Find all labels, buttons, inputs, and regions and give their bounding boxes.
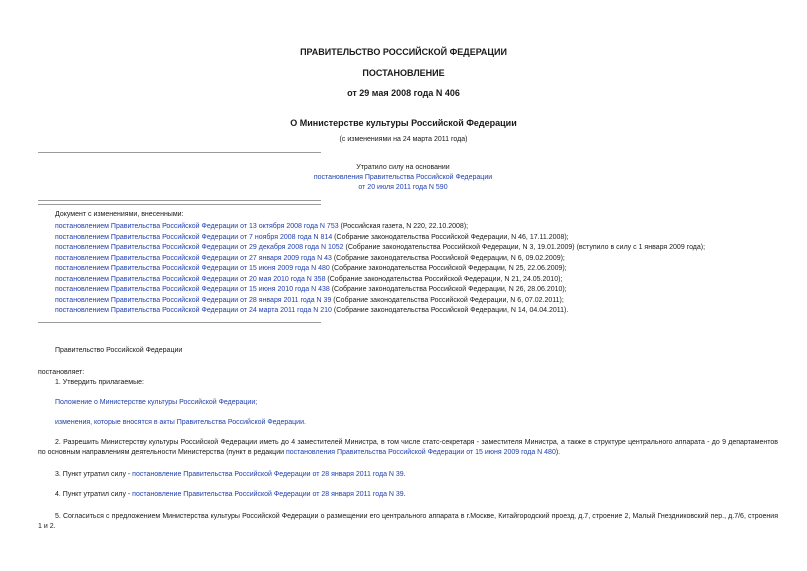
paragraph-3-text: 3. Пункт утратил силу - (55, 471, 133, 478)
change-source: (Российская газета, N 220, 22.10.2008); (338, 223, 469, 230)
change-source: (Собрание законодательства Российской Федерации, N 26, 28.06.2010); (329, 286, 567, 293)
change-source: (Собрание законодательства Российской Федерации, N 46, 17.11.2008); (332, 234, 569, 241)
document-date-number: от 29 мая 2008 года N 406 (347, 88, 460, 98)
paragraph-4 (55, 490, 406, 499)
change-item (55, 306, 568, 315)
change-link[interactable]: постановлением Правительства Российской Федерации от 28 января 2011 года N 39 (55, 297, 332, 304)
decides-line: постановляет: (38, 369, 85, 376)
change-source: (Собрание законодательства Российской Федерации, N 25, 22.06.2009); (329, 265, 567, 272)
change-item (55, 233, 569, 242)
expired-link-line1[interactable]: постановления Правительства Российской Федерации (313, 174, 493, 181)
document-title: О Министерстве культуры Российской Федерации (290, 118, 517, 128)
change-item (55, 243, 705, 252)
change-link[interactable]: постановлением Правительства Российской Федерации от 7 ноября 2008 года N 814 (55, 234, 333, 241)
change-item (55, 254, 565, 263)
paragraph-2 (38, 438, 778, 458)
change-link[interactable]: постановлением Правительства Российской Федерации от 29 декабря 2008 года N 1052 (55, 244, 344, 251)
change-source: (Собрание законодательства Российской Федерации, N 21, 24.05.2010); (325, 276, 563, 283)
amendments-link[interactable]: изменения, которые вносятся в акты Правительства Российской Федерации. (55, 419, 306, 426)
change-item (55, 264, 567, 273)
divider (38, 204, 321, 205)
divider (38, 200, 321, 201)
paragraph-4-link[interactable]: постановление Правительства Российской Федерации от 28 января 2011 года N 39 (132, 491, 404, 498)
paragraph-4-text: 4. Пункт утратил силу - (55, 491, 133, 498)
amended-note: (с изменениями на 24 марта 2011 года) (339, 136, 468, 143)
change-link[interactable]: постановлением Правительства Российской Федерации от 13 октября 2008 года N 753 (55, 223, 339, 230)
change-link[interactable]: постановлением Правительства Российской Федерации от 20 мая 2010 года N 358 (55, 276, 326, 283)
change-link[interactable]: постановлением Правительства Российской Федерации от 24 марта 2011 года N 210 (55, 307, 332, 314)
divider (38, 152, 321, 153)
expired-note: Утратило силу на основании (356, 164, 450, 171)
paragraph-1: 1. Утвердить прилагаемые: (55, 379, 144, 386)
change-source: (Собрание законодательства Российской Федерации, N 3, 19.01.2009) (вступило в силу с 1 января 2009 года); (343, 244, 706, 251)
paragraph-2-tail: ). (555, 449, 561, 456)
paragraph-2-link[interactable]: постановления Правительства Российской Федерации от 15 июня 2009 года N 480 (285, 449, 556, 456)
change-item (55, 296, 564, 305)
paragraph-3-tail: . (403, 471, 406, 478)
change-item (55, 285, 567, 294)
government-line: Правительство Российской Федерации (55, 347, 183, 354)
document-type-heading: ПОСТАНОВЛЕНИЕ (362, 68, 445, 78)
paragraph-5: 5. Согласиться с предложением Министерства культуры Российской Федерации о размещении его центрального аппарата в г.Москве, Китайгородский проезд, д.7, строение 2, Малый Гнездниковский пер., д.7/6, строения 1 и 2. (38, 513, 778, 530)
regulation-link[interactable]: Положение о Министерстве культуры Российской Федерации; (55, 399, 258, 406)
change-link[interactable]: постановлением Правительства Российской Федерации от 15 июня 2009 года N 480 (55, 265, 330, 272)
change-item (55, 275, 562, 284)
changes-intro: Документ с изменениями, внесенными: (55, 211, 184, 218)
change-source: (Собрание законодательства Российской Федерации, N 6, 07.02.2011); (331, 297, 564, 304)
government-heading: ПРАВИТЕЛЬСТВО РОССИЙСКОЙ ФЕДЕРАЦИИ (300, 47, 507, 57)
change-link[interactable]: постановлением Правительства Российской Федерации от 27 января 2009 года N 43 (55, 255, 332, 262)
change-item (55, 222, 468, 231)
paragraph-4-tail: . (403, 491, 406, 498)
change-source: (Собрание законодательства Российской Федерации, N 14, 04.04.2011). (331, 307, 569, 314)
paragraph-3 (55, 470, 406, 479)
paragraph-2-text: 2. Разрешить Министерству культуры Российской Федерации иметь до 4 заместителей Министра, в том числе статс-секретаря - заместителя Министра, а также в структуре центрального аппарата - до 9 департаментов по основным направлениям деятельности Министерства (пункт в редакции (38, 439, 778, 456)
divider (38, 322, 321, 323)
change-source: (Собрание законодательства Российской Федерации, N 6, 09.02.2009); (331, 255, 565, 262)
paragraph-3-link[interactable]: постановление Правительства Российской Федерации от 28 января 2011 года N 39 (132, 471, 404, 478)
change-link[interactable]: постановлением Правительства Российской Федерации от 15 июня 2010 года N 438 (55, 286, 330, 293)
expired-link-line2[interactable]: от 20 июля 2011 года N 590 (358, 184, 448, 191)
